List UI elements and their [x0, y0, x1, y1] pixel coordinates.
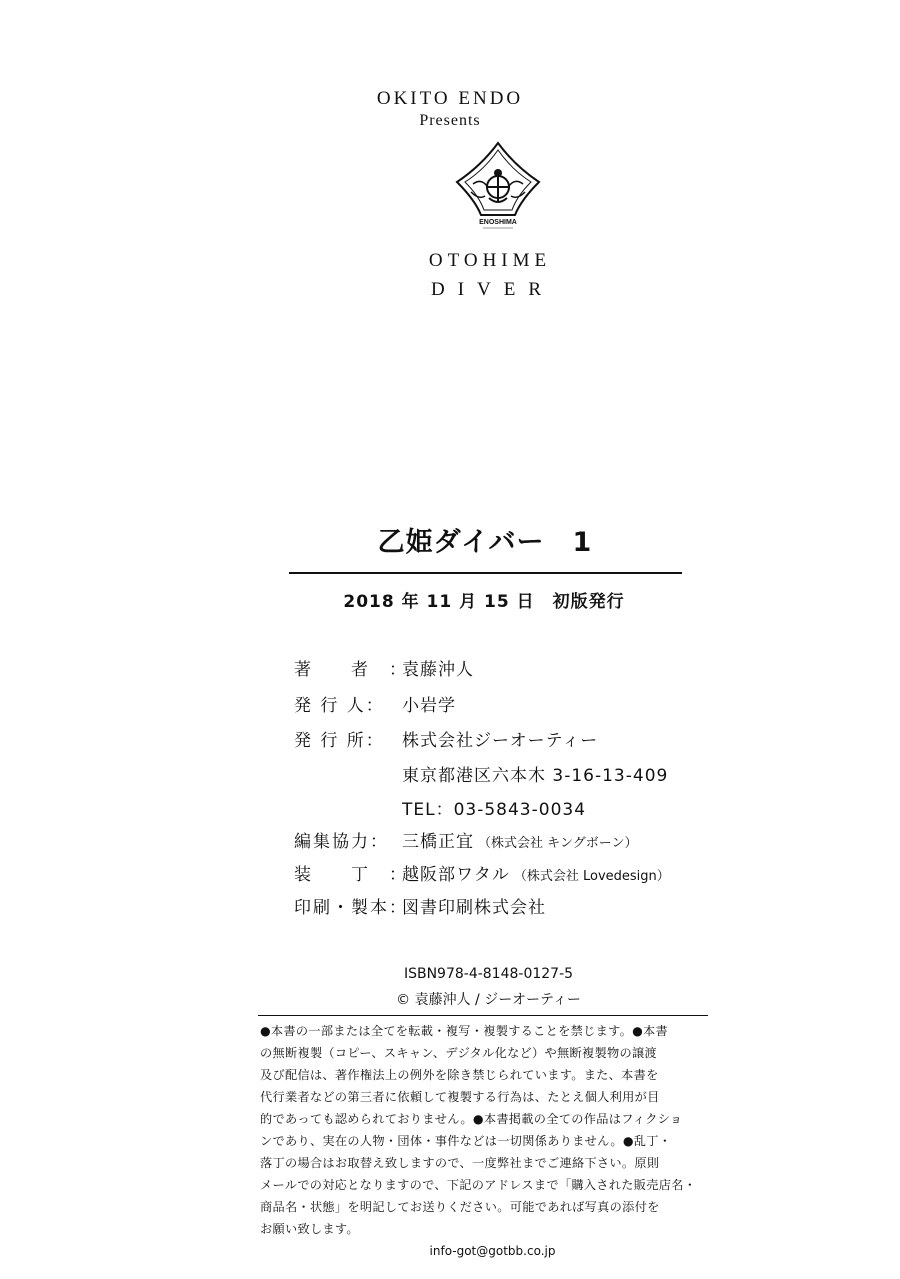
isbn: ISBN978-4-8148-0127-5 [403, 966, 574, 982]
presents-label: Presents [419, 112, 481, 129]
publisher-address: 東京都港区六本木 3-16-13-409 [402, 766, 669, 786]
credit-label: 発 行 人： [294, 696, 385, 716]
credit-value [402, 827, 637, 852]
notice-line: ンであり、実在の人物・団体・事件などは一切関係ありません。●乱丁・ [260, 1134, 672, 1148]
designer-company: （株式会社 Lovedesign） [513, 869, 670, 884]
author-name-en: OKITO ENDO [376, 88, 524, 109]
notice-line: 代行業者などの第三者に依頼して複製する行為は、たとえ個人利用が目 [260, 1090, 660, 1104]
credit-value: 株式会社ジーオーティー [402, 731, 599, 751]
credit-label: 編集協力： [294, 832, 389, 852]
publication-date: 2018 年 11 月 15 日 初版発行 [343, 592, 625, 612]
designer-name: 越阪部ワタル [402, 865, 510, 885]
book-title: 乙姫ダイバー 1 [377, 527, 593, 558]
emblem-label: ENOSHIMA [479, 219, 517, 226]
credit-label: 発 行 所： [294, 731, 385, 751]
notice-divider [258, 1015, 708, 1016]
title-divider [289, 572, 682, 574]
notice-line: お願い致します。 [260, 1222, 359, 1236]
editor-name: 三橋正宜 [402, 832, 474, 852]
notice-line: 落丁の場合はお取替え致しますので、一度弊社までご連絡下さい。原則 [260, 1156, 660, 1170]
credit-label: 著 者 ： [294, 660, 408, 680]
publisher-phone: TEL：03-5843-0034 [402, 800, 587, 820]
notice-line: 商品名・状態」を明記してお送りください。可能であれば写真の添付を [260, 1200, 660, 1214]
credit-label: 装 丁 ： [294, 865, 408, 885]
credit-value: 袁藤沖人 [402, 660, 474, 680]
credit-value: 小岩学 [402, 696, 456, 716]
copyright-notice: © 袁藤沖人 / ジーオーティー [396, 992, 581, 1008]
notice-line: 及び配信は、著作権法上の例外を除き禁じられています。また、本書を [260, 1068, 659, 1082]
editor-company: （株式会社 キングボーン） [478, 836, 638, 851]
credit-value [402, 860, 670, 885]
credit-value: 図書印刷株式会社 [402, 898, 546, 918]
contact-email[interactable]: info-got@gotbb.co.jp [429, 1244, 556, 1258]
notice-line: の無断複製（コピー、スキャン、デジタル化など）や無断複製物の譲渡 [260, 1046, 657, 1060]
series-title-en-line2: DIVER [430, 279, 555, 300]
notice-line: ●本書の一部または全てを転載・複写・複製することを禁じます。●本書 [260, 1024, 669, 1038]
credit-label: 印刷・製本： [294, 898, 408, 918]
enoshima-emblem-icon [453, 140, 543, 232]
notice-line: 的であっても認められておりません。●本書掲載の全ての作品はフィクショ [260, 1112, 683, 1126]
notice-line: メールでの対応となりますので、下記のアドレスまで「購入された販売店名・ [260, 1178, 697, 1192]
series-title-en-line1: OTOHIME [428, 250, 552, 271]
